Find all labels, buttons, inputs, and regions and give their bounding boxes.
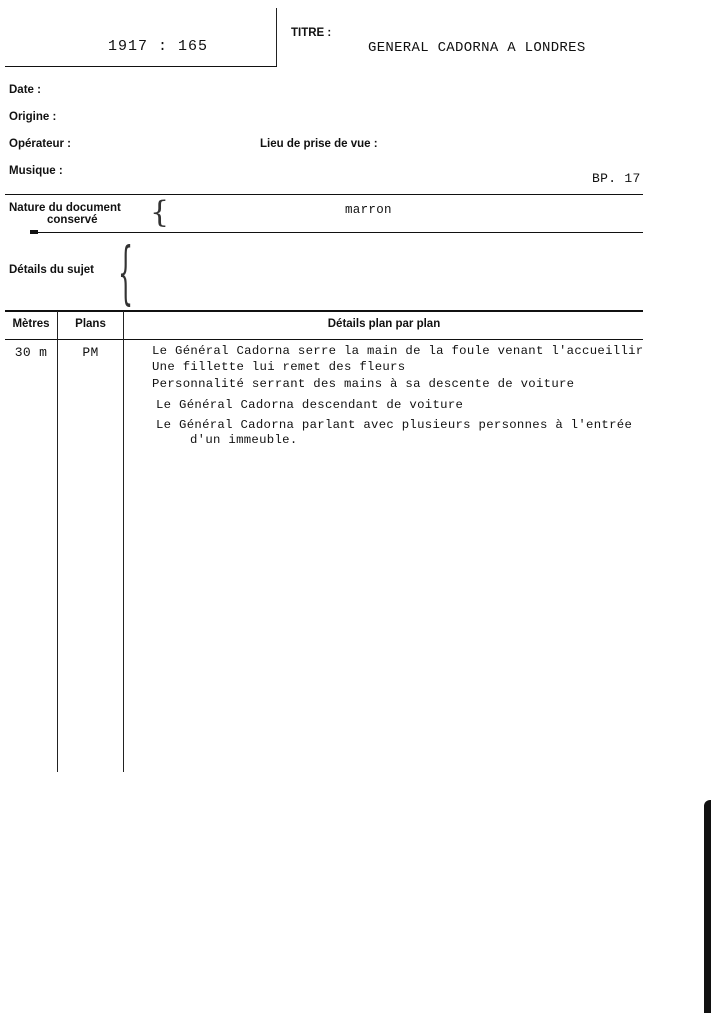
nature-brace: { bbox=[150, 195, 170, 230]
metres-value: 30 m bbox=[14, 345, 48, 360]
col-header-details: Détails plan par plan bbox=[327, 318, 441, 330]
rule-top bbox=[5, 194, 643, 195]
scan-edge bbox=[704, 800, 711, 1013]
reference-number: 1917 : 165 bbox=[108, 38, 209, 55]
title-label: TITRE : bbox=[291, 27, 332, 39]
nature-label-line1: Nature du document bbox=[9, 202, 121, 214]
col-divider-2 bbox=[123, 311, 124, 772]
detail-line-6: d'un immeuble. bbox=[190, 433, 298, 447]
rule-header-bottom bbox=[5, 339, 643, 340]
plans-value: PM bbox=[82, 345, 99, 360]
col-header-metres: Mètres bbox=[12, 318, 50, 330]
code-value: BP. 17 bbox=[592, 171, 641, 186]
detail-line-1: Le Général Cadorna serre la main de la foule venant l'accueillir bbox=[152, 344, 644, 358]
nature-label-line2: conservé bbox=[47, 214, 98, 226]
title-value: GENERAL CADORNA A LONDRES bbox=[368, 40, 586, 56]
date-label: Date : bbox=[9, 84, 41, 96]
origine-label: Origine : bbox=[9, 111, 57, 123]
musique-label: Musique : bbox=[9, 165, 63, 177]
col-divider-1 bbox=[57, 311, 58, 772]
detail-line-3: Personnalité serrant des mains à sa descente de voiture bbox=[152, 377, 575, 391]
detail-line-5: Le Général Cadorna parlant avec plusieurs personnes à l'entrée bbox=[156, 418, 633, 432]
operateur-label: Opérateur : bbox=[9, 138, 71, 150]
rule-nature-tick bbox=[30, 230, 38, 234]
lieu-label: Lieu de prise de vue : bbox=[260, 138, 378, 150]
header-divider bbox=[276, 8, 277, 67]
detail-line-2: Une fillette lui remet des fleurs bbox=[152, 360, 406, 374]
details-brace: { bbox=[118, 234, 134, 313]
col-header-plans: Plans bbox=[75, 318, 106, 330]
rule-nature bbox=[32, 232, 643, 233]
details-sujet-label: Détails du sujet bbox=[9, 264, 94, 276]
rule-table-top bbox=[5, 310, 643, 312]
nature-value: marron bbox=[345, 203, 392, 217]
header-underline bbox=[5, 66, 277, 67]
detail-line-4: Le Général Cadorna descendant de voiture bbox=[156, 398, 464, 412]
